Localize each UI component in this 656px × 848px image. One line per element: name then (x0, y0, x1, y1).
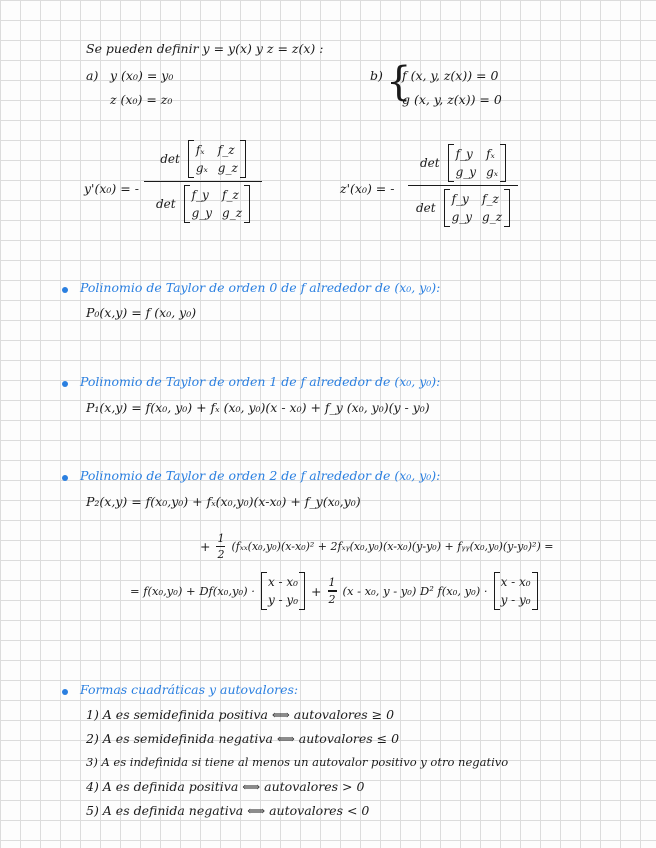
matrix-cell: f_y (191, 188, 209, 203)
matrix-cell: fₓ (486, 147, 495, 161)
brace-icon: { (386, 59, 412, 105)
vector-1 (261, 572, 305, 610)
vector-cell: x - x₀ (500, 575, 531, 589)
taylor0-formula: P₀(x,y) = f (x₀, y₀) (86, 305, 197, 320)
cond-a-line2: z (x₀) = z₀ (110, 92, 173, 107)
taylor0-heading: Polinomio de Taylor de orden 0 de f alrededor de (x₀, y₀): (80, 280, 441, 295)
second-order-terms: (fₓₓ(x₀,y₀)(x-x₀)² + 2fₓᵧ(x₀,y₀)(x-x₀)(y-y₀) + fᵧᵧ(x₀,y₀)(y-y₀)²) = (231, 540, 554, 554)
deriv-z-fraction (408, 144, 518, 227)
deriv-y-lhs: y'(x₀) = - (84, 181, 139, 196)
matrix-cell: f_y (451, 192, 469, 207)
matrix-cell: g_y (451, 210, 473, 225)
half-den: 2 (217, 548, 225, 562)
matrix-cell: fₓ (195, 143, 205, 157)
quadratic-heading: Formas cuadráticas y autovalores: (80, 682, 299, 697)
cond-b-line1: f (x, y, z(x)) = 0 (402, 68, 499, 83)
cond-a-line1: y (x₀) = y₀ (110, 68, 174, 83)
det-label: det (160, 152, 180, 166)
deriv-y-fraction (144, 140, 262, 223)
plus-sign: + (311, 583, 322, 599)
half-den: 2 (328, 592, 336, 606)
bullet-icon (62, 689, 68, 695)
denominator-matrix (184, 185, 250, 223)
det-label: det (415, 201, 436, 216)
taylor2-line1: P₂(x,y) = f(x₀,y₀) + fₓ(x₀,y₀)(x-x₀) + f_y(x₀,y₀) (86, 494, 361, 509)
vector-cell: x - x₀ (267, 575, 298, 589)
half-num: 1 (217, 532, 225, 545)
quadratic-item-4: 4) A es definida positiva ⟺ autovalores > 0 (86, 779, 365, 794)
cond-b-label: b) (370, 68, 383, 83)
quadratic-item-5: 5) A es definida negativa ⟺ autovalores < 0 (86, 803, 370, 818)
taylor2-line3 (130, 572, 538, 610)
taylor1-heading: Polinomio de Taylor de orden 1 de f alrededor de (x₀, y₀): (80, 374, 441, 389)
bullet-icon (62, 287, 68, 293)
matrix-cell: g_z (217, 161, 238, 175)
matrix-cell: g_z (482, 210, 503, 225)
half-num: 1 (328, 576, 336, 590)
deriv-z-lhs: z'(x₀) = - (340, 181, 395, 196)
bullet-icon (62, 475, 68, 481)
matrix-cell: gₓ (195, 161, 208, 175)
matrix-cell: g_z (222, 206, 243, 221)
det-label: det (155, 197, 176, 212)
vector-cell: y - y₀ (267, 593, 299, 607)
quadratic-item-2: 2) A es semidefinida negativa ⟺ autovalores ≤ 0 (86, 731, 400, 746)
quadratic-item-3: 3) A es indefinida si tiene al menos un autovalor positivo y otro negativo (86, 755, 509, 769)
matrix-cell: f_z (482, 192, 499, 207)
vector-2 (494, 572, 538, 610)
hessian-term: (x - x₀, y - y₀) D² f(x₀, y₀) · (342, 584, 488, 598)
matrix-cell: g_y (455, 165, 477, 179)
vector-cell: y - y₀ (500, 593, 531, 607)
cond-a-label: a) (86, 68, 99, 83)
taylor1-formula: P₁(x,y) = f(x₀, y₀) + fₓ (x₀, y₀)(x - x₀) + f_y (x₀, y₀)(y - y₀) (86, 400, 430, 415)
one-half (216, 532, 225, 561)
one-half (328, 576, 337, 605)
plus-sign: + (200, 539, 211, 555)
denominator-matrix (444, 189, 510, 227)
intro-text: Se pueden definir y = y(x) y z = z(x) : (86, 41, 324, 56)
det-label: det (419, 156, 440, 170)
matrix-cell: f_z (217, 143, 235, 157)
quadratic-item-1: 1) A es semidefinida positiva ⟺ autovalores ≥ 0 (86, 707, 395, 722)
bullet-icon (62, 381, 68, 387)
cond-b-line2: g (x, y, z(x)) = 0 (402, 92, 502, 107)
matrix-cell: f_y (455, 147, 473, 161)
matrix-cell: g_y (191, 206, 213, 221)
numerator-matrix (448, 144, 506, 182)
taylor2-heading: Polinomio de Taylor de orden 2 de f alrededor de (x₀, y₀): (80, 468, 441, 483)
taylor2-line2 (200, 532, 553, 561)
matrix-cell: f_z (222, 188, 239, 203)
fraction-bar (408, 185, 518, 186)
matrix-cell: gₓ (486, 165, 499, 179)
numerator-matrix (188, 140, 246, 178)
fraction-bar (144, 181, 262, 182)
gradient-term: = f(x₀,y₀) + Df(x₀,y₀) · (130, 584, 255, 598)
